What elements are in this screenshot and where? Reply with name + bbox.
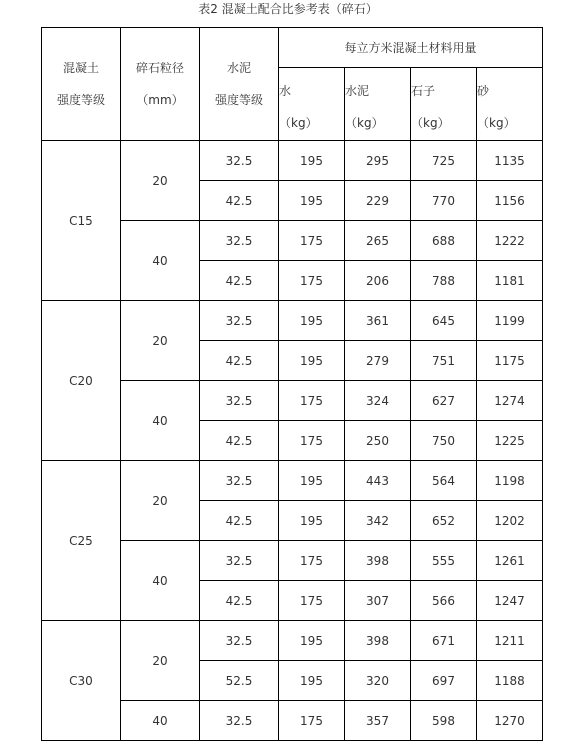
- stone-cell: 598: [411, 701, 477, 741]
- water-cell: 195: [279, 301, 345, 341]
- cement-grade-cell: 32.5: [200, 141, 279, 181]
- cement-cell: 250: [345, 421, 411, 461]
- size-cell: 40: [121, 381, 200, 461]
- sand-cell: 1156: [477, 181, 543, 221]
- stone-cell: 770: [411, 181, 477, 221]
- stone-cell: 671: [411, 621, 477, 661]
- water-cell: 175: [279, 541, 345, 581]
- header-cement-line1: 水泥: [345, 83, 370, 98]
- sand-cell: 1199: [477, 301, 543, 341]
- cement-grade-cell: 42.5: [200, 421, 279, 461]
- header-stone-size: [121, 28, 200, 141]
- water-cell: 175: [279, 421, 345, 461]
- stone-cell: 751: [411, 341, 477, 381]
- stone-cell: 788: [411, 261, 477, 301]
- cement-cell: 357: [345, 701, 411, 741]
- header-sand: [477, 68, 543, 141]
- cement-grade-cell: 42.5: [200, 581, 279, 621]
- cement-grade-cell: 32.5: [200, 221, 279, 261]
- cement-grade-cell: 42.5: [200, 501, 279, 541]
- header-stone-size-line2: （mm）: [136, 93, 184, 107]
- cement-cell: 307: [345, 581, 411, 621]
- grade-cell: C30: [42, 621, 121, 741]
- header-cement-grade-line2: 强度等级: [214, 93, 263, 107]
- sand-cell: 1175: [477, 341, 543, 381]
- sand-cell: 1211: [477, 621, 543, 661]
- table-caption: 表2 混凝土配合比参考表（碎石）: [198, 2, 378, 16]
- cement-cell: 398: [345, 621, 411, 661]
- header-water: [279, 68, 345, 141]
- header-cement-line2: （kg）: [345, 115, 384, 130]
- header-sand-line1: 砂: [477, 83, 490, 98]
- cement-grade-cell: 32.5: [200, 461, 279, 501]
- stone-cell: 564: [411, 461, 477, 501]
- grade-cell: C25: [42, 461, 121, 621]
- sand-cell: 1222: [477, 221, 543, 261]
- size-cell: 20: [121, 301, 200, 381]
- stone-cell: 688: [411, 221, 477, 261]
- cement-cell: 295: [345, 141, 411, 181]
- size-cell: 20: [121, 461, 200, 541]
- header-strength-grade: [42, 28, 121, 141]
- water-cell: 195: [279, 501, 345, 541]
- cement-cell: 342: [345, 501, 411, 541]
- stone-cell: 627: [411, 381, 477, 421]
- header-water-line2: （kg）: [279, 115, 318, 130]
- stone-cell: 697: [411, 661, 477, 701]
- water-cell: 195: [279, 341, 345, 381]
- cement-cell: 398: [345, 541, 411, 581]
- sand-cell: 1188: [477, 661, 543, 701]
- header-stone-line2: （kg）: [411, 115, 450, 130]
- header-material-group-label: 每立方米混凝土材料用量: [344, 40, 477, 55]
- stone-cell: 750: [411, 421, 477, 461]
- sand-cell: 1225: [477, 421, 543, 461]
- cement-cell: 206: [345, 261, 411, 301]
- stone-cell: 652: [411, 501, 477, 541]
- header-stone-size-line1: 碎石粒径: [135, 61, 184, 75]
- stone-cell: 645: [411, 301, 477, 341]
- grade-cell: C20: [42, 301, 121, 461]
- header-cement-grade-line1: 水泥: [226, 61, 251, 75]
- water-cell: 175: [279, 581, 345, 621]
- header-stone-line1: 石子: [411, 83, 436, 98]
- header-material-group: [279, 28, 543, 68]
- size-cell: 40: [121, 221, 200, 301]
- water-cell: 195: [279, 141, 345, 181]
- water-cell: 195: [279, 461, 345, 501]
- cement-grade-cell: 32.5: [200, 381, 279, 421]
- cement-grade-cell: 42.5: [200, 341, 279, 381]
- sand-cell: 1274: [477, 381, 543, 421]
- header-strength-grade-line2: 强度等级: [56, 93, 105, 107]
- water-cell: 195: [279, 181, 345, 221]
- cement-cell: 265: [345, 221, 411, 261]
- sand-cell: 1135: [477, 141, 543, 181]
- size-cell: 20: [121, 621, 200, 701]
- cement-grade-cell: 32.5: [200, 301, 279, 341]
- water-cell: 195: [279, 661, 345, 701]
- water-cell: 175: [279, 381, 345, 421]
- cement-grade-cell: 32.5: [200, 621, 279, 661]
- cement-grade-cell: 52.5: [200, 661, 279, 701]
- mix-ratio-table: [41, 27, 543, 741]
- water-cell: 175: [279, 221, 345, 261]
- stone-cell: 725: [411, 141, 477, 181]
- cement-grade-cell: 32.5: [200, 541, 279, 581]
- header-sand-line2: （kg）: [477, 115, 516, 130]
- sand-cell: 1198: [477, 461, 543, 501]
- water-cell: 175: [279, 261, 345, 301]
- header-water-line1: 水: [279, 83, 292, 98]
- size-cell: 20: [121, 141, 200, 221]
- water-cell: 195: [279, 621, 345, 661]
- sand-cell: 1181: [477, 261, 543, 301]
- cement-grade-cell: 32.5: [200, 701, 279, 741]
- stone-cell: 566: [411, 581, 477, 621]
- grade-cell: C15: [42, 141, 121, 301]
- water-cell: 175: [279, 701, 345, 741]
- header-cement-grade: [200, 28, 279, 141]
- cement-cell: 229: [345, 181, 411, 221]
- sand-cell: 1270: [477, 701, 543, 741]
- cement-cell: 279: [345, 341, 411, 381]
- stone-cell: 555: [411, 541, 477, 581]
- header-stone: [411, 68, 477, 141]
- sand-cell: 1261: [477, 541, 543, 581]
- sand-cell: 1202: [477, 501, 543, 541]
- cement-grade-cell: 42.5: [200, 181, 279, 221]
- cement-cell: 443: [345, 461, 411, 501]
- cement-cell: 324: [345, 381, 411, 421]
- cement-cell: 320: [345, 661, 411, 701]
- sand-cell: 1247: [477, 581, 543, 621]
- cement-grade-cell: 42.5: [200, 261, 279, 301]
- cement-cell: 361: [345, 301, 411, 341]
- size-cell: 40: [121, 541, 200, 621]
- size-cell: 40: [121, 701, 200, 741]
- header-strength-grade-line1: 混凝土: [62, 61, 99, 75]
- header-cement: [345, 68, 411, 141]
